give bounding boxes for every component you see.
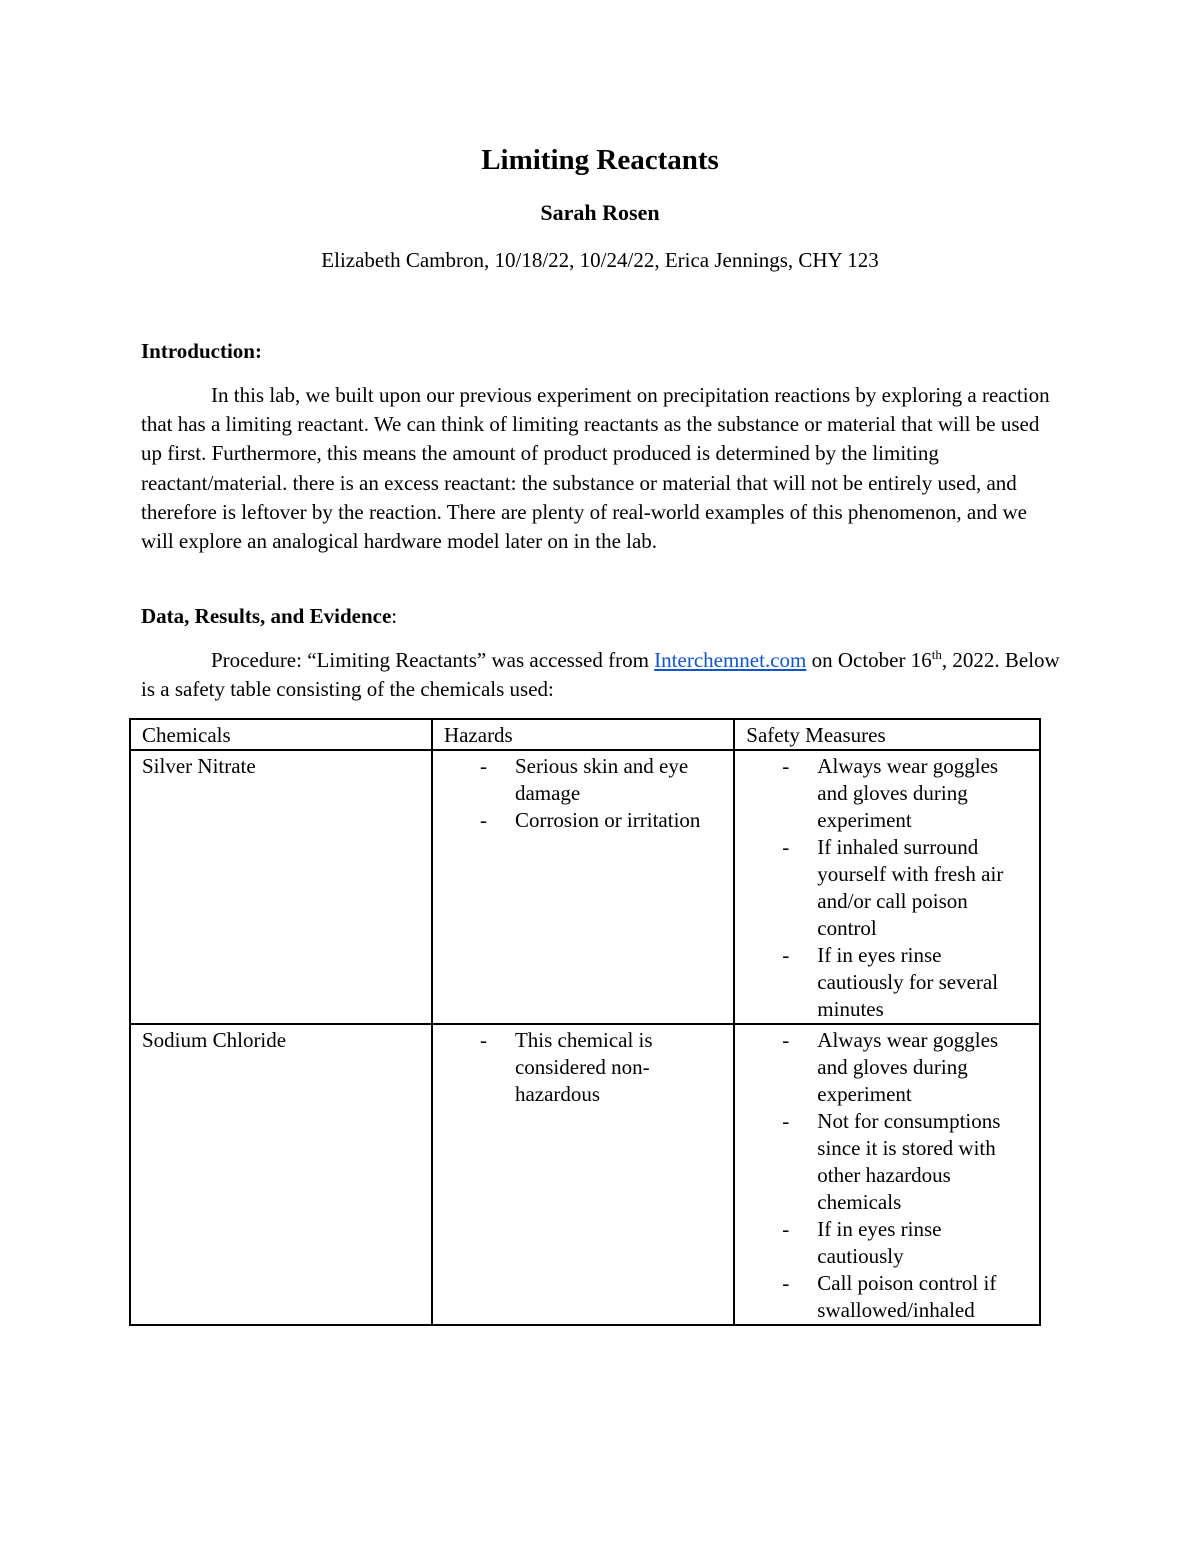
dash-bullet: -: [782, 1217, 790, 1241]
hazards-list: [444, 1027, 722, 1108]
chemical-cell: Sodium Chloride: [130, 1024, 432, 1325]
safety-table: [129, 718, 1041, 1326]
hazards-cell: [432, 750, 734, 1024]
procedure-date: on October 16: [806, 648, 932, 672]
document-meta: Elizabeth Cambron, 10/18/22, 10/24/22, Erica Jennings, CHY 123: [321, 248, 879, 272]
procedure-paragraph: [141, 646, 1061, 704]
hazards-cell: [432, 1024, 734, 1325]
measures-cell: [734, 1024, 1040, 1325]
header-hazards: Hazards: [432, 719, 734, 750]
measures-list: [746, 753, 1028, 1023]
hazard-text: Serious skin and eye damage: [514, 754, 689, 805]
measures-list: [746, 1027, 1028, 1324]
hazard-text: Corrosion or irritation: [514, 808, 701, 832]
measure-text: Call poison control if swallowed/inhaled: [817, 1271, 997, 1322]
list-item: [782, 1216, 1028, 1270]
dash-bullet: -: [479, 808, 487, 832]
list-item: [782, 1270, 1028, 1324]
dash-bullet: -: [782, 1109, 790, 1133]
list-item: [782, 753, 1028, 834]
list-item: [782, 834, 1028, 942]
measure-text: Always wear goggles and gloves during experiment: [817, 1028, 999, 1106]
list-item: [479, 1027, 722, 1108]
procedure-date-ordinal: th: [931, 647, 942, 662]
table-row-sodium-chloride: [130, 1024, 1040, 1325]
measure-text: If inhaled surround yourself with fresh air and/or call poison control: [817, 835, 1004, 940]
header-chemicals: Chemicals: [130, 719, 432, 750]
safety-table-header-row: [130, 719, 1040, 750]
measure-text: Not for consumptions since it is stored with other hazardous chemicals: [817, 1109, 1001, 1214]
procedure-source-link[interactable]: Interchemnet.com: [654, 648, 807, 672]
introduction-paragraph: In this lab, we built upon our previous experiment on precipitation reactions by exploring a reaction that has a limiting reactant. We can think of limiting reactants as the substance or material that will be used up first. Furthermore, this means the amount of product produced is determined by the limiting reactant/material. there is an excess reactant: the substance or material that will not be entirely used, and therefore is leftover by the reaction. There are plenty of real-world examples of this phenomenon, and we will explore an analogical hardware model later on in the lab.: [141, 383, 1050, 554]
introduction-heading: Introduction:: [141, 339, 262, 363]
chemical-cell: Silver Nitrate: [130, 750, 432, 1024]
list-item: [782, 942, 1028, 1023]
measures-cell: [734, 750, 1040, 1024]
dash-bullet: -: [479, 1028, 487, 1052]
dash-bullet: -: [479, 754, 487, 778]
document-title: Limiting Reactants: [481, 144, 719, 176]
measure-text: If in eyes rinse cautiously for several minutes: [817, 943, 999, 1021]
procedure-suffix: , 2022. Below is a safety table consisting of the chemicals used:: [141, 648, 1060, 702]
dash-bullet: -: [782, 1028, 790, 1052]
header-safety-measures: Safety Measures: [734, 719, 1040, 750]
data-results-heading-colon: :: [391, 604, 398, 628]
hazards-list: [444, 753, 722, 834]
list-item: [479, 753, 722, 807]
data-results-heading-text: Data, Results, and Evidence: [141, 604, 392, 628]
measure-text: If in eyes rinse cautiously: [817, 1217, 942, 1268]
dash-bullet: -: [782, 835, 790, 859]
author-name: Sarah Rosen: [540, 200, 660, 225]
dash-bullet: -: [782, 943, 790, 967]
dash-bullet: -: [782, 1271, 790, 1295]
list-item: [479, 807, 722, 834]
list-item: [782, 1108, 1028, 1216]
measure-text: Always wear goggles and gloves during experiment: [817, 754, 999, 832]
list-item: [782, 1027, 1028, 1108]
hazard-text: This chemical is considered non-hazardous: [514, 1028, 653, 1106]
table-row-silver-nitrate: [130, 750, 1040, 1024]
procedure-prefix: Procedure: “Limiting Reactants” was accessed from: [211, 648, 655, 672]
dash-bullet: -: [782, 754, 790, 778]
data-results-heading: [141, 602, 397, 630]
